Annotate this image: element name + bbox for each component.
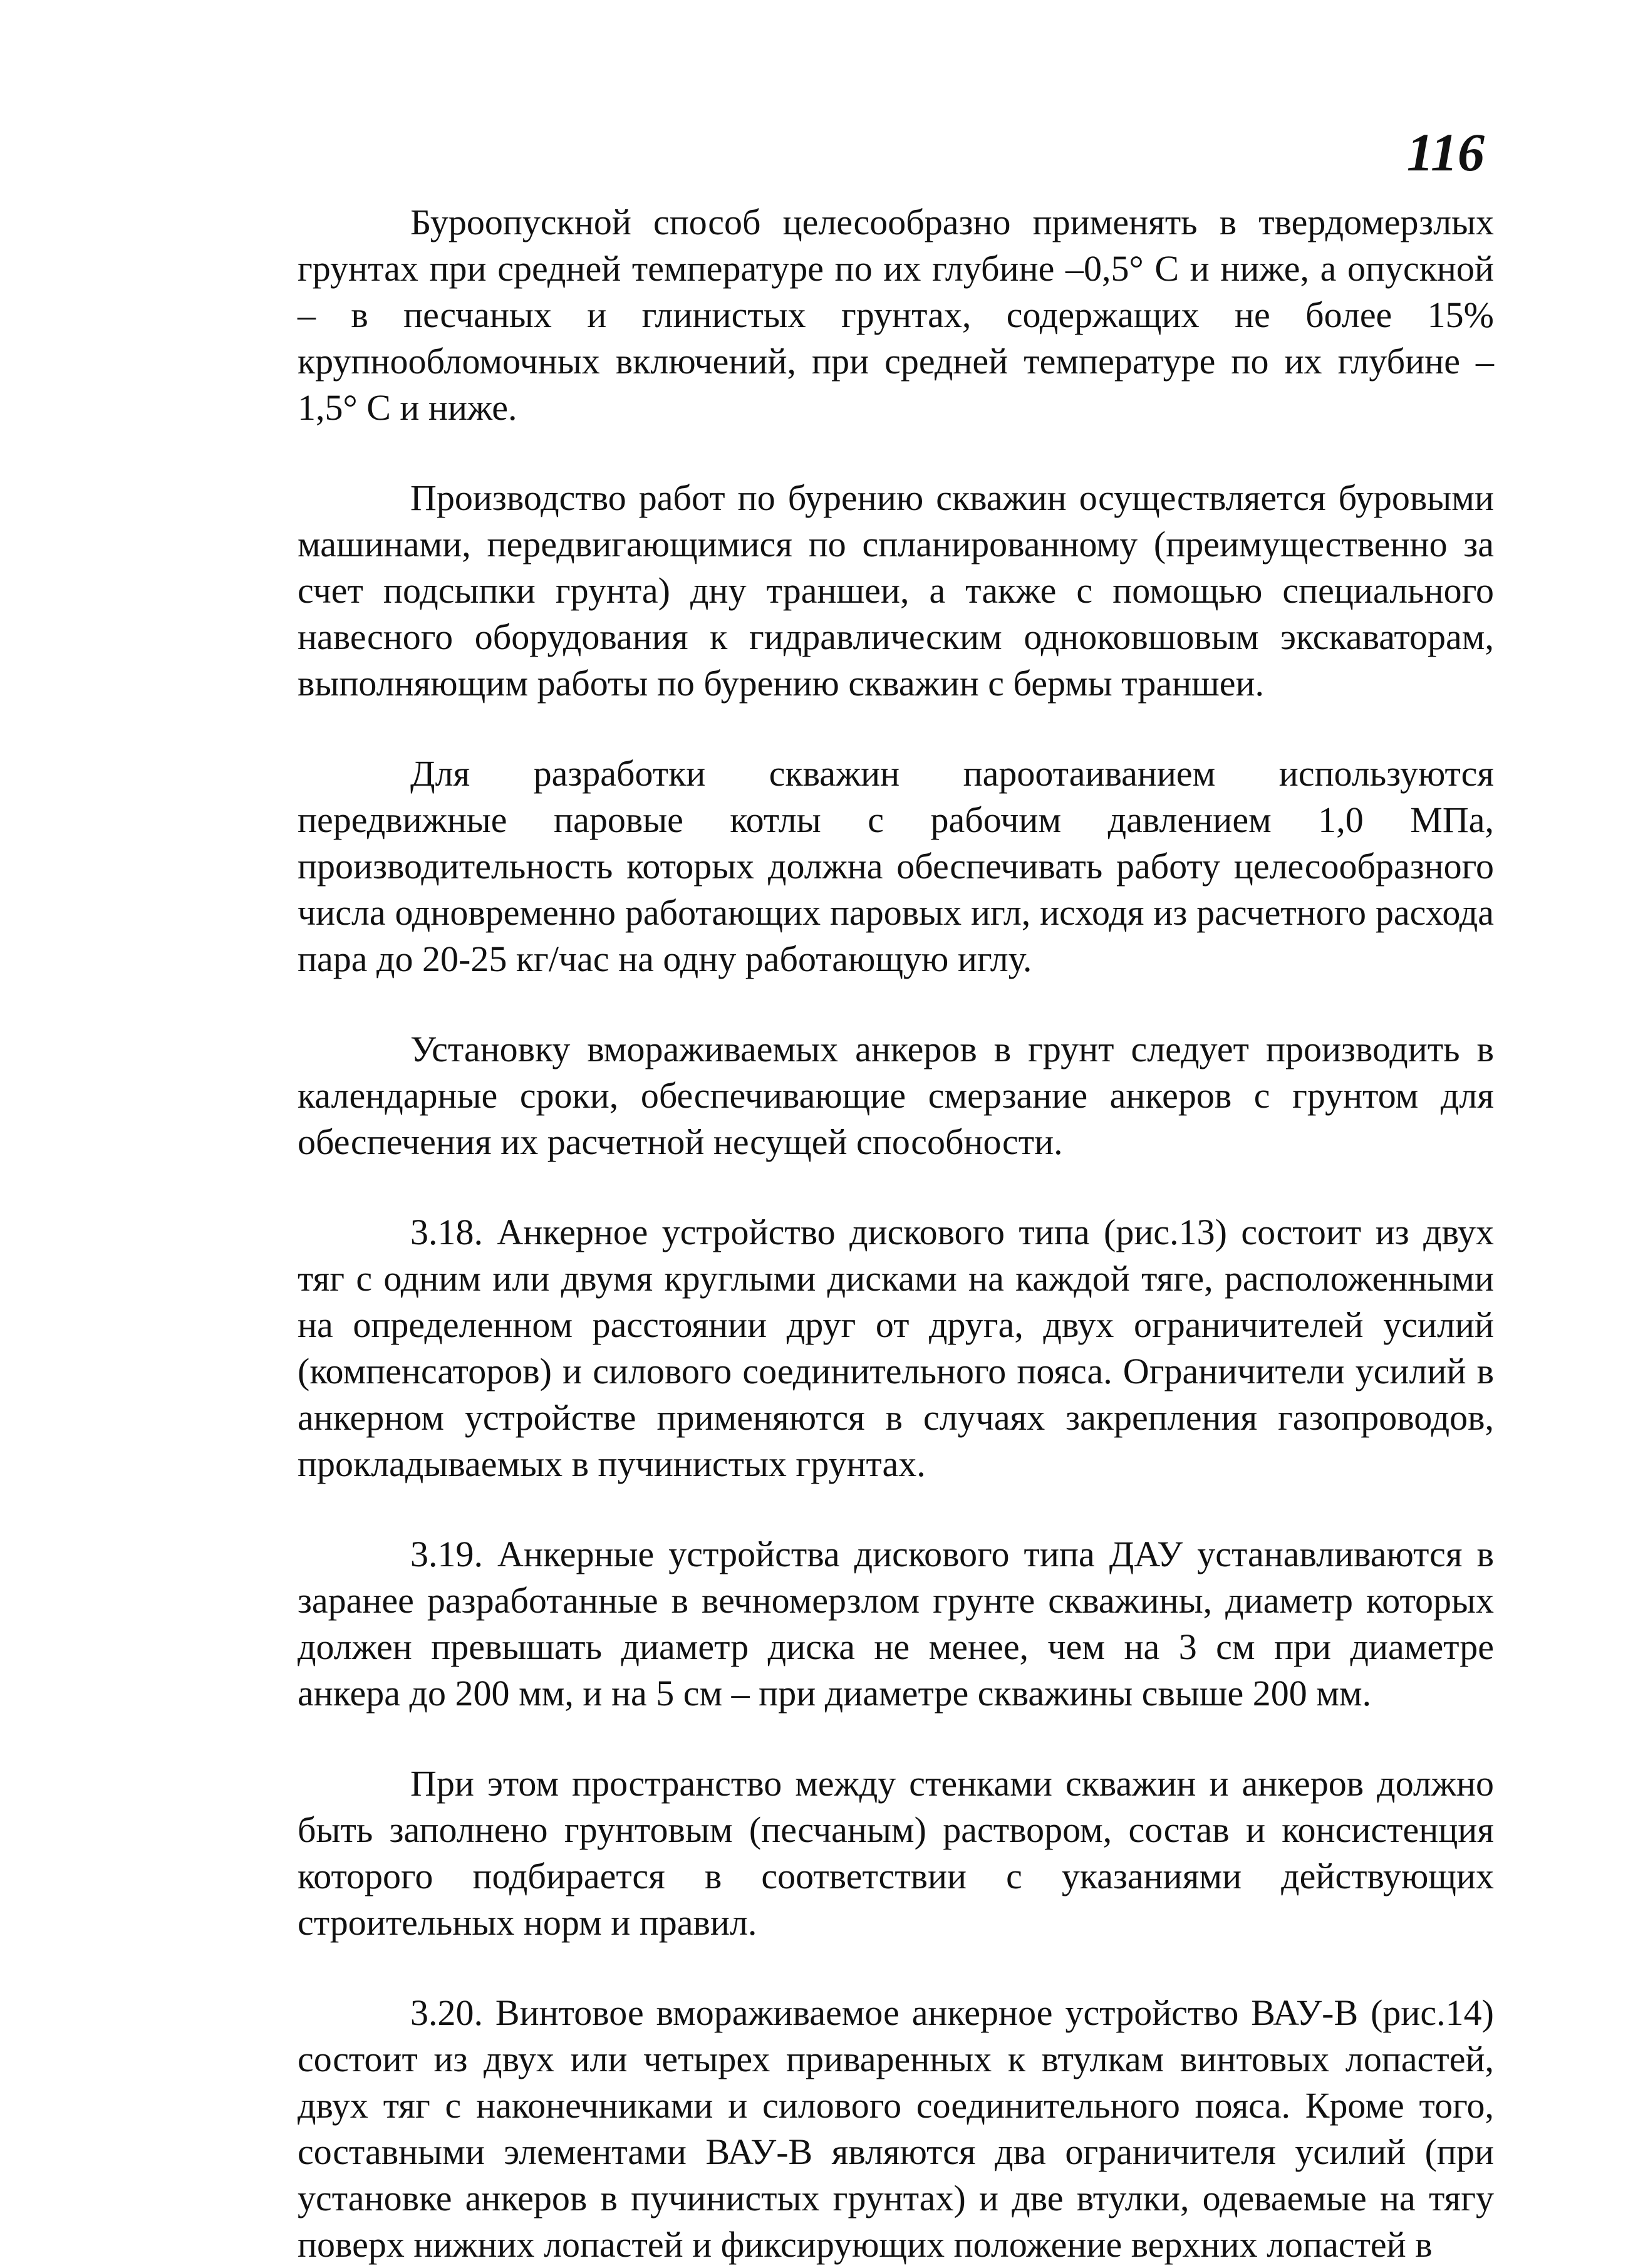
paragraph-section-3-20: 3.20. Винтовое вмораживаемое анкерное устройство ВАУ-В (рис.14) состоит из двух или четырех приваренных к втулкам винтовых лопастей, двух тяг с наконечниками и силового соединительного пояса. Кроме того, составными элементами ВАУ-В являются два ограничителя усилий (при установке анкеров в пучинистых грунтах) и две втулки, одеваемые на тягу поверх нижних лопастей и фиксирующих положение верхних лопастей в bbox=[298, 1992, 1494, 2265]
paragraph-backfill: При этом пространство между стенками скважин и анкеров должно быть заполнено грунтовым (песчаным) раствором, состав и консистенция которого подбирается в соответствии с указаниями действующих строительных норм и правил. bbox=[298, 1763, 1494, 1943]
paragraph-section-3-19: 3.19. Анкерные устройства дискового типа ДАУ устанавливаются в заранее разработанные в вечномерзлом грунте скважины, диаметр которых должен превышать диаметр диска не менее, чем на 3 см при диаметре анкера до 200 мм, и на 5 см – при диаметре скважины свыше 200 мм. bbox=[298, 1534, 1494, 1714]
paragraph-section-3-18: 3.18. Анкерное устройство дискового типа (рис.13) состоит из двух тяг с одним или двумя круглыми дисками на каждой тяге, расположенными на определенном расстоянии друг от друга, двух ограничителей усилий (компенсаторов) и силового соединительного пояса. Ограничители усилий в анкерном устройстве применяются в случаях закрепления газопроводов, прокладываемых в пучинистых грунтах. bbox=[298, 1212, 1494, 1484]
paragraph-drilling-method: Буроопускной способ целесообразно применять в твердомерзлых грунтах при средней температуре по их глубине –0,5° С и ниже, а опускной – в песчаных и глинистых грунтах, содержащих не более 15% крупнообломочных включений, при средней температуре по их глубине –1,5° С и ниже. bbox=[298, 202, 1494, 428]
paragraph-drilling-works: Производство работ по бурению скважин осуществляется буровыми машинами, передвигающимися по спланированному (преимущественно за счет подсыпки грунта) дну траншеи, а также с помощью специального навесного оборудования к гидравлическим одноковшовым экскаваторам, выполняющим работы по бурению скважин с бермы траншеи. bbox=[298, 477, 1494, 704]
paragraph-anchor-installation: Установку вмораживаемых анкеров в грунт следует производить в календарные сроки, обеспечивающие смерзание анкеров с грунтом для обеспечения их расчетной несущей способности. bbox=[298, 1029, 1494, 1162]
paragraph-steam-thawing: Для разработки скважин пароотаиванием используются передвижные паровые котлы с рабочим давлением 1,0 МПа, производительность которых должна обеспечивать работу целесообразного числа одновременно работающих паровых игл, исходя из расчетного расхода пара до 20-25 кг/час на одну работающую иглу. bbox=[298, 753, 1494, 979]
document-body bbox=[298, 199, 1494, 2268]
page-number: 116 bbox=[1406, 122, 1485, 182]
